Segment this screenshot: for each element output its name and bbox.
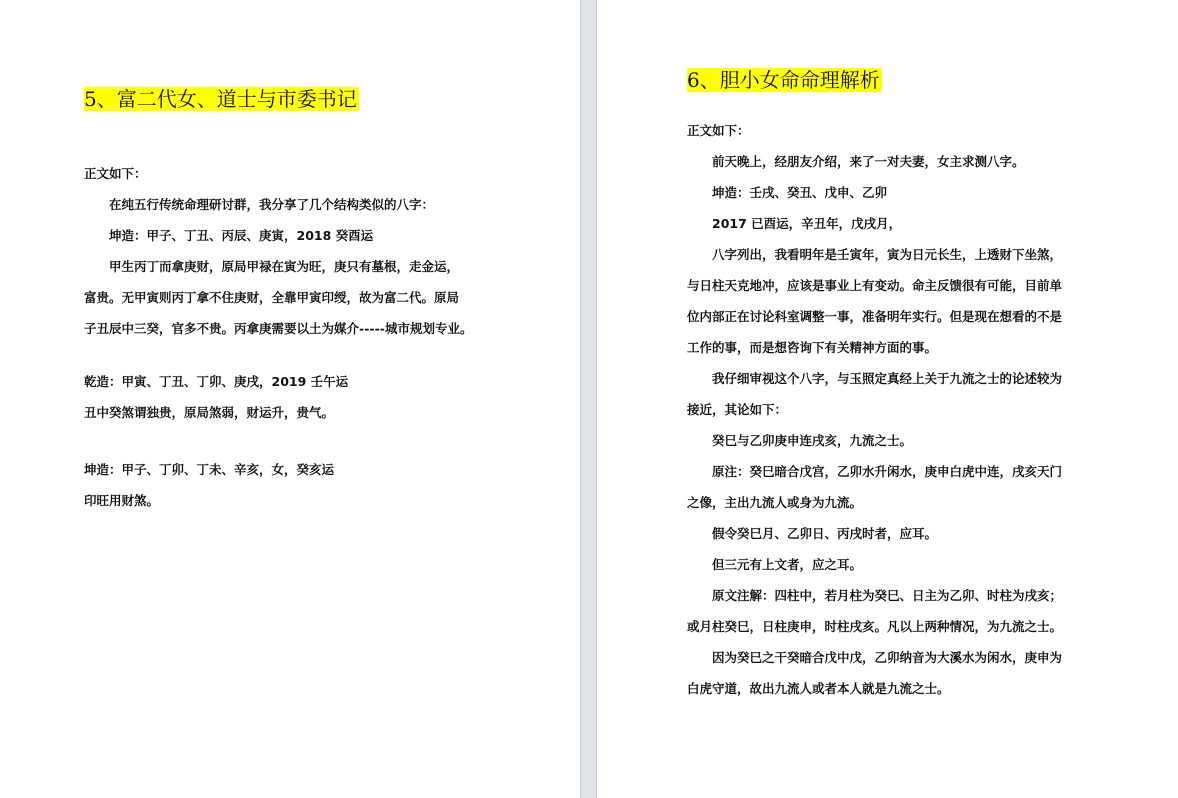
paragraph: 正文如下： xyxy=(84,166,147,181)
paragraph: 印旺用财煞。 xyxy=(84,493,160,508)
section-heading-6: 6、胆小女命命理解析 xyxy=(687,68,880,92)
paragraph: 因为癸巳之干癸暗合戊中戊，乙卯纳音为大溪水为闲水，庚申为 xyxy=(712,650,1063,665)
blank-line xyxy=(84,344,494,366)
paragraph: 正文如下： xyxy=(687,123,750,138)
section-heading-5: 5、富二代女、道士与市委书记 xyxy=(84,87,357,111)
paragraph: 与日柱天克地冲，应该是事业上有变动。命主反馈很有可能，目前单 xyxy=(687,278,1063,293)
paragraph: 假令癸巳月、乙卯日、丙戌时者，应耳。 xyxy=(712,526,938,541)
paragraph: 2017 已酉运，辛丑年，戊戌月， xyxy=(712,216,902,231)
paragraph: 位内部正在讨论科室调整一事，准备明年实行。但是现在想看的不是 xyxy=(687,309,1063,324)
right-page-body xyxy=(687,115,1099,704)
paragraph: 工作的事，而是想咨询下有关精神方面的事。 xyxy=(687,340,938,355)
left-page-body xyxy=(84,158,494,516)
left-page xyxy=(0,0,580,798)
paragraph: 在纯五行传统命理研讨群，我分享了几个结构类似的八字： xyxy=(109,197,435,212)
paragraph: 我仔细审视这个八字，与玉照定真经上关于九流之士的论述较为 xyxy=(712,371,1063,386)
right-page xyxy=(597,0,1178,798)
paragraph: 前天晚上，经朋友介绍，来了一对夫妻，女主求测八字。 xyxy=(712,154,1025,169)
page-gutter xyxy=(580,0,597,798)
paragraph: 原注：癸巳暗合戊宫，乙卯水升闲水，庚申白虎中连，戌亥天门 xyxy=(712,464,1063,479)
paragraph: 坤造：甲子、丁卯、丁未、辛亥，女，癸亥运 xyxy=(84,462,335,477)
paragraph: 但三元有上文者，应之耳。 xyxy=(712,557,863,572)
paragraph: 坤造：壬戌、癸丑、戊申、乙卯 xyxy=(712,185,888,200)
paragraph: 八字列出，我看明年是壬寅年，寅为日元长生，上透财下坐煞， xyxy=(712,247,1063,262)
paragraph: 子丑辰中三癸，官多不贵。丙拿庚需要以土为媒介-----城市规划专业。 xyxy=(84,321,473,336)
blank-line xyxy=(84,428,494,454)
paragraph: 富贵。无甲寅则丙丁拿不住庚财，全靠甲寅印绶，故为富二代。原局 xyxy=(84,290,460,305)
paragraph: 白虎守道，故出九流人或者本人就是九流之士。 xyxy=(687,681,950,696)
paragraph: 接近，其论如下： xyxy=(687,402,788,417)
paragraph: 原文注解：四柱中，若月柱为癸巳、日主为乙卯、时柱为戌亥； xyxy=(712,588,1063,603)
paragraph: 或月柱癸巳，日柱庚申，时柱戌亥。凡以上两种情况，为九流之士。 xyxy=(687,619,1063,634)
paragraph: 乾造：甲寅、丁丑、丁卯、庚戌，2019 壬午运 xyxy=(84,374,349,389)
paragraph: 坤造：甲子、丁丑、丙辰、庚寅，2018 癸酉运 xyxy=(109,228,374,243)
paragraph: 癸巳与乙卯庚申连戌亥，九流之士。 xyxy=(712,433,913,448)
paragraph: 之像，主出九流人或身为九流。 xyxy=(687,495,863,510)
paragraph: 甲生丙丁而拿庚财，原局甲禄在寅为旺，庚只有墓根，走金运， xyxy=(109,259,460,274)
paragraph: 丑中癸煞谓独贵，原局煞弱，财运升，贵气。 xyxy=(84,405,335,420)
